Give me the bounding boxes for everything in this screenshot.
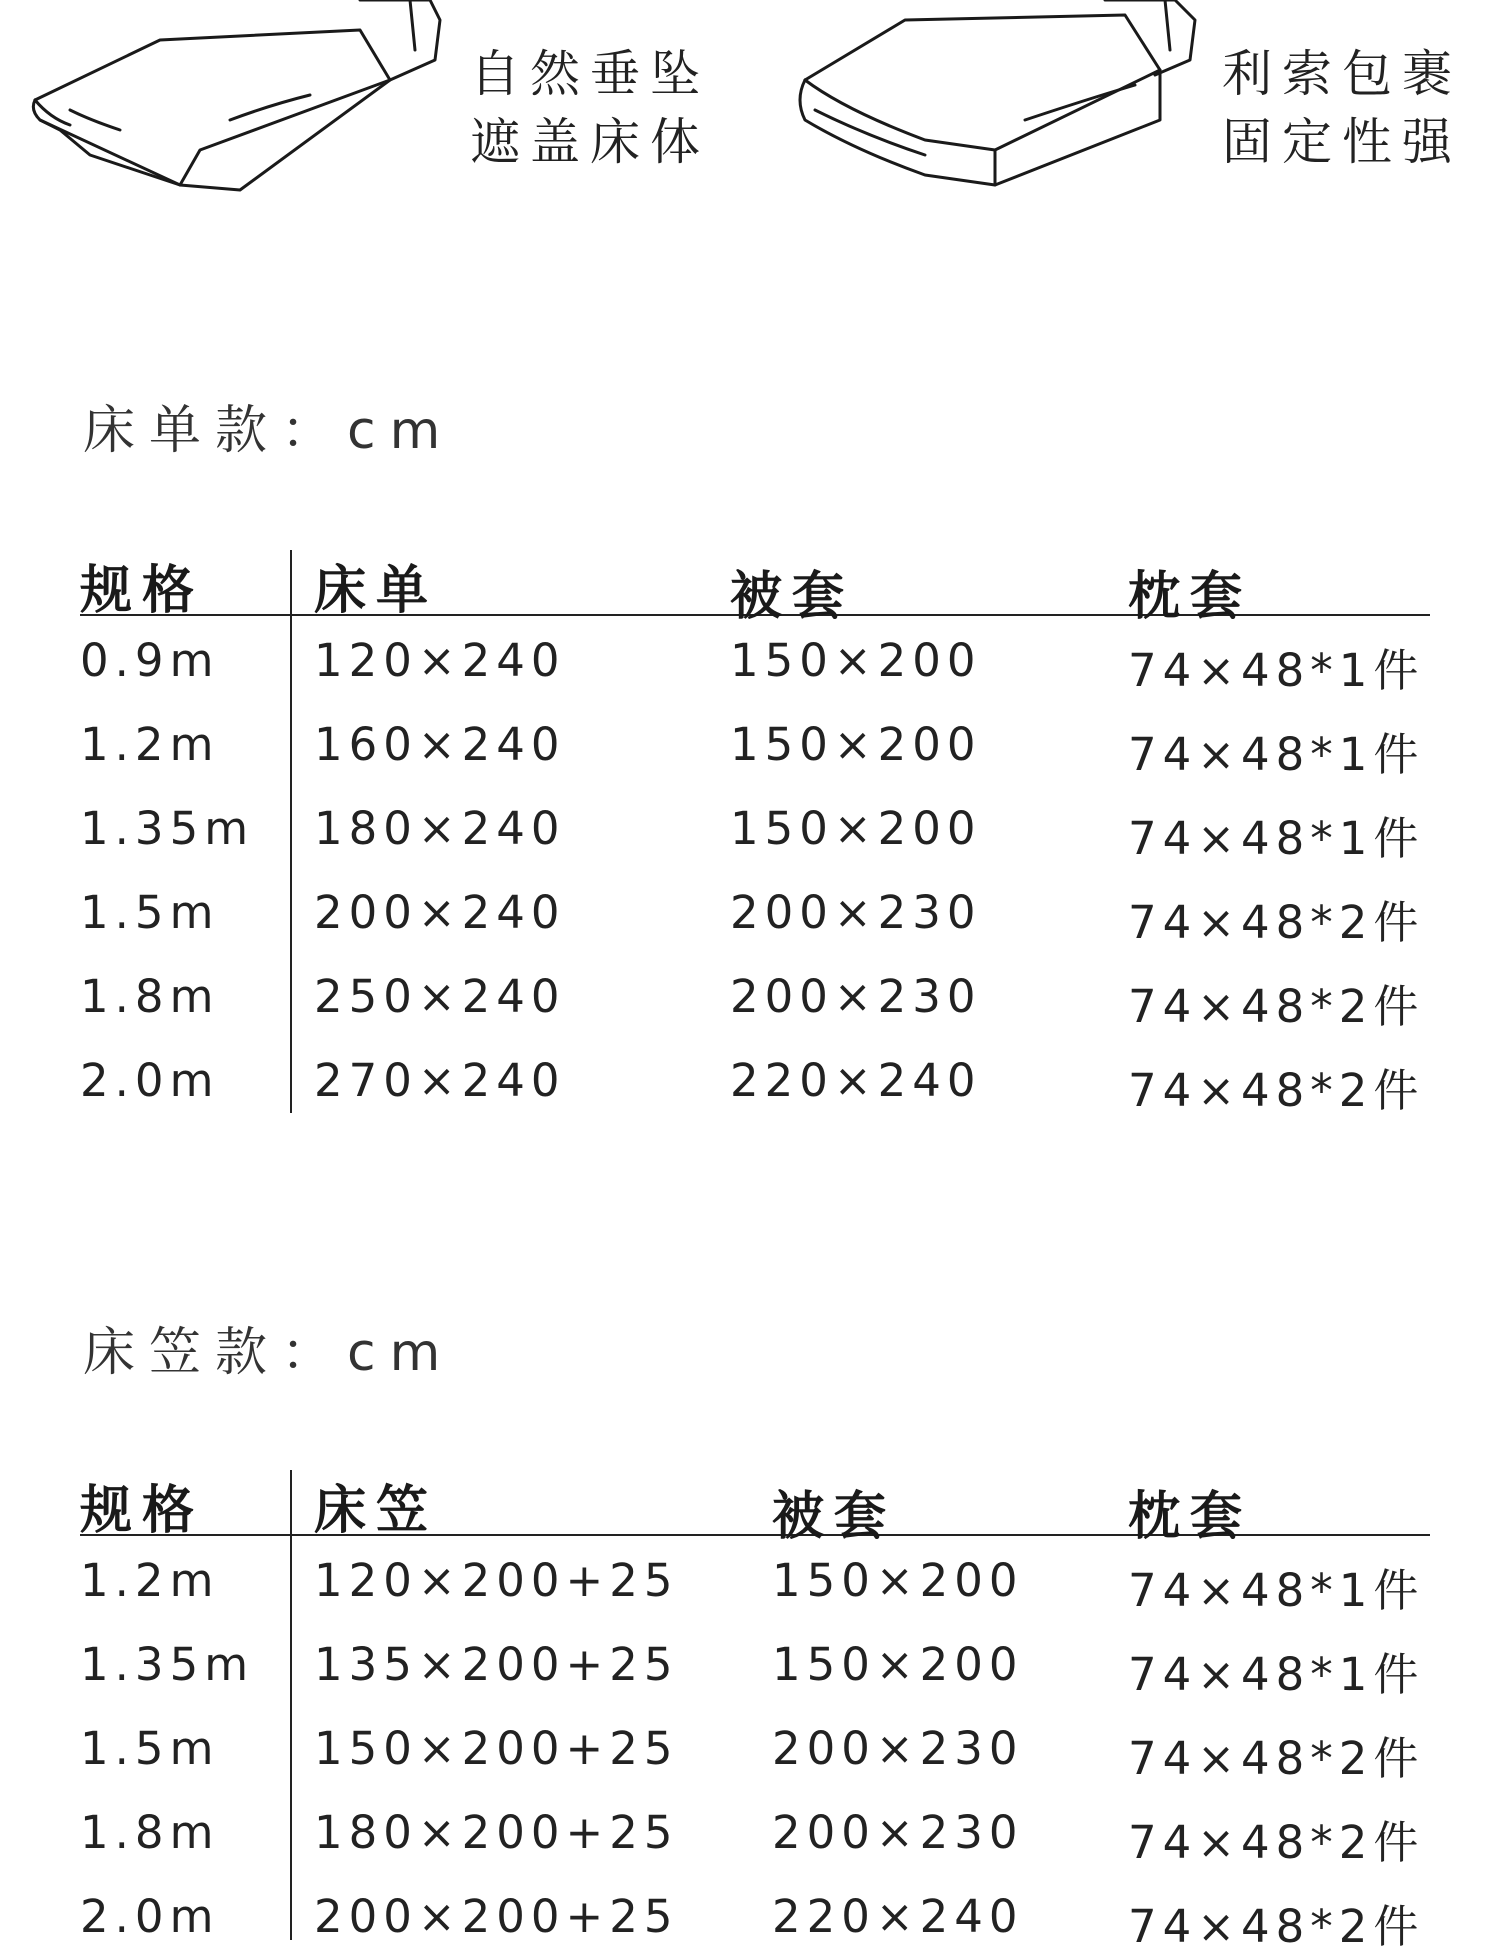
cell-duvet: 150×200 [730, 634, 982, 687]
table-row [80, 700, 1430, 784]
cell-size: 1.2m [80, 718, 220, 771]
fitted-size-table [80, 1460, 1430, 1956]
caption-line: 遮盖床体 [470, 113, 710, 171]
cell-pillowcase: 74×48*1件 [1128, 644, 1425, 697]
header-fitted-sheet: 床笠 [314, 1481, 439, 1541]
cell-pillowcase: 74×48*2件 [1128, 980, 1425, 1033]
header-duvet: 被套 [772, 1487, 897, 1547]
cell-size: 1.5m [80, 1722, 220, 1775]
cell-pillowcase: 74×48*2件 [1128, 896, 1425, 949]
flat-sheet-bed-illustration [30, 0, 450, 200]
cell-duvet: 150×200 [772, 1554, 1024, 1607]
cell-size: 0.9m [80, 634, 220, 687]
sheet-size-table [80, 540, 1430, 1120]
header-size: 规格 [80, 561, 205, 621]
cell-sheet: 180×240 [314, 802, 566, 855]
cell-duvet: 150×200 [730, 802, 982, 855]
fitted-sheet-caption [1222, 40, 1462, 176]
cell-duvet: 200×230 [772, 1722, 1024, 1775]
cell-pillowcase: 74×48*1件 [1128, 728, 1425, 781]
cell-pillowcase: 74×48*1件 [1128, 1648, 1425, 1701]
cell-duvet: 150×200 [730, 718, 982, 771]
header-size: 规格 [80, 1481, 205, 1541]
cell-fitted-sheet: 180×200+25 [314, 1806, 679, 1859]
fitted-sheet-bed-illustration [795, 0, 1225, 200]
table-row [80, 868, 1430, 952]
caption-line: 利索包裹 [1222, 45, 1462, 103]
cell-pillowcase: 74×48*2件 [1128, 1064, 1425, 1117]
fitted-section-title: 床笠款：cm [83, 1323, 455, 1383]
cell-sheet: 250×240 [314, 970, 566, 1023]
cell-pillowcase: 74×48*1件 [1128, 1564, 1425, 1617]
table-header [80, 1460, 1430, 1547]
header-sheet: 床单 [314, 561, 439, 621]
header-pillowcase: 枕套 [1128, 567, 1253, 627]
table-row [80, 1036, 1430, 1120]
cell-sheet: 200×240 [314, 886, 566, 939]
cell-duvet: 150×200 [772, 1638, 1024, 1691]
cell-duvet: 220×240 [772, 1890, 1024, 1943]
cell-size: 2.0m [80, 1054, 220, 1107]
cell-pillowcase: 74×48*2件 [1128, 1816, 1425, 1869]
cell-size: 1.35m [80, 802, 255, 855]
caption-line: 固定性强 [1222, 113, 1462, 171]
cell-sheet: 120×240 [314, 634, 566, 687]
cell-fitted-sheet: 120×200+25 [314, 1554, 679, 1607]
cell-duvet: 200×230 [730, 970, 982, 1023]
flat-sheet-caption [470, 40, 710, 176]
cell-size: 1.8m [80, 970, 220, 1023]
cell-size: 1.35m [80, 1638, 255, 1691]
cell-fitted-sheet: 150×200+25 [314, 1722, 679, 1775]
table-row [80, 1872, 1430, 1956]
table-row [80, 952, 1430, 1036]
table-header [80, 540, 1430, 627]
table-row [80, 616, 1430, 700]
table-row [80, 1788, 1430, 1872]
header-duvet: 被套 [730, 567, 855, 627]
cell-duvet: 200×230 [772, 1806, 1024, 1859]
cell-duvet: 220×240 [730, 1054, 982, 1107]
caption-line: 自然垂坠 [470, 45, 710, 103]
cell-sheet: 270×240 [314, 1054, 566, 1107]
table-row [80, 1536, 1430, 1620]
header-pillowcase: 枕套 [1128, 1487, 1253, 1547]
cell-size: 1.5m [80, 886, 220, 939]
table-row [80, 1620, 1430, 1704]
cell-pillowcase: 74×48*2件 [1128, 1900, 1425, 1953]
cell-size: 1.8m [80, 1806, 220, 1859]
cell-size: 1.2m [80, 1554, 220, 1607]
sheet-section-title: 床单款：cm [83, 401, 455, 461]
table-row [80, 1704, 1430, 1788]
cell-fitted-sheet: 200×200+25 [314, 1890, 679, 1943]
cell-pillowcase: 74×48*1件 [1128, 812, 1425, 865]
cell-fitted-sheet: 135×200+25 [314, 1638, 679, 1691]
table-row [80, 784, 1430, 868]
cell-pillowcase: 74×48*2件 [1128, 1732, 1425, 1785]
cell-sheet: 160×240 [314, 718, 566, 771]
cell-size: 2.0m [80, 1890, 220, 1943]
cell-duvet: 200×230 [730, 886, 982, 939]
